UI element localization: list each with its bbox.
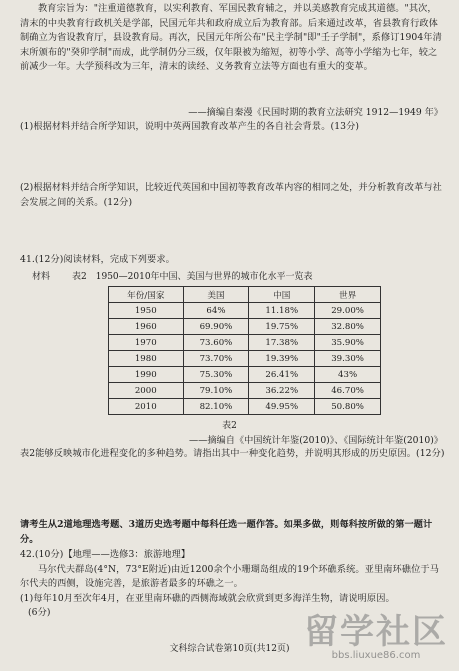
- table-cell: 73.60%: [183, 335, 249, 351]
- watermark-logo-text: 留学社区: [304, 612, 448, 652]
- question-40-2: (2)根据材料并结合所学知识，比较近代英国和中国初等教育改革内容的相同之处，并分析教育改革与社会发展之间的关系。(12分): [20, 182, 442, 208]
- table-row: [109, 399, 381, 415]
- table-cell: 2000: [109, 383, 184, 399]
- table-row: [109, 303, 381, 319]
- elective-notice: 请考生从2道地理选考题、3道历史选考题中每科任选一题作答。如果多做，则每科按所做的第一题计分。: [20, 519, 433, 545]
- table-cell: 43%: [315, 367, 381, 383]
- table-cell: 75.30%: [183, 367, 249, 383]
- table-cell: 73.70%: [183, 351, 249, 367]
- table-cell: 1980: [109, 351, 184, 367]
- table-title: 表2 1950—2010年中国、美国与世界的城市化水平一览表: [72, 272, 313, 282]
- table-cell: 64%: [183, 303, 249, 319]
- table-cell: 11.18%: [249, 303, 315, 319]
- table-cell: 1990: [109, 367, 184, 383]
- table-cell: 1970: [109, 335, 184, 351]
- material-label: 材料: [32, 272, 51, 282]
- table-cell: 46.70%: [315, 383, 381, 399]
- question-41-task: 表2能够反映城市化进程变化的多种趋势。请指出其中一种变化趋势，并说明其形成的历史原因。(12分): [20, 448, 445, 459]
- table-cell: 26.41%: [249, 367, 315, 383]
- table-header-cell: 世界: [315, 287, 381, 303]
- table-cell: 1950: [109, 303, 184, 319]
- table-cell: 35.90%: [315, 335, 381, 351]
- table-cell: 82.10%: [183, 399, 249, 415]
- table-caption: 表2: [222, 421, 237, 431]
- table-cell: 1960: [109, 319, 184, 335]
- table-row: [109, 383, 381, 399]
- table-row: [109, 335, 381, 351]
- question-42-part-1: (1)每年10月至次年4月，在亚里南环礁的西侧海域就会欣赏到更多海洋生物，请说明原因。: [20, 592, 395, 604]
- watermark: [301, 614, 451, 661]
- urbanization-table: [108, 286, 381, 415]
- table-cell: 49.95%: [249, 399, 315, 415]
- source-citation-1: ——摘编自秦漫《民国时期的教育立法研究 1912—1949 年》: [188, 107, 443, 118]
- table-header-cell: 美国: [183, 287, 249, 303]
- question-42-header: 42.(10分)【地理——选修3：旅游地理】: [20, 549, 191, 560]
- question-40-1: (1)根据材料并结合所学知识，说明中英两国教育改革产生的各自社会背景。(13分): [20, 121, 360, 132]
- table-cell: 50.80%: [315, 399, 381, 415]
- table-cell: 79.10%: [183, 383, 249, 399]
- table-cell: 17.38%: [249, 335, 315, 351]
- table-cell: 36.22%: [249, 383, 315, 399]
- source-citation-2: ——摘编自《中国统计年鉴(2010)》、《国际统计年鉴(2010)》: [188, 435, 443, 446]
- table-cell: 32.80%: [315, 319, 381, 335]
- question-42-material: 马尔代夫群岛(4°N，73°E附近)由近1200余个小珊瑚岛组成的19个环礁系统。亚里南环礁位于马尔代夫的西侧，设施完善，是旅游者最多的环礁之一。: [20, 563, 439, 590]
- table-cell: 39.30%: [315, 351, 381, 367]
- material-row: [32, 269, 335, 282]
- page-footer: 文科综合试卷第10页(共12页): [169, 644, 290, 654]
- question-41-header: 41.(12分)阅读材料，完成下列要求。: [20, 254, 175, 265]
- table-cell: 29.00%: [315, 303, 381, 319]
- table-cell: 2010: [109, 399, 184, 415]
- table-row: [109, 367, 381, 383]
- question-42-score: (6分): [28, 607, 51, 619]
- table-header-cell: 中国: [249, 287, 315, 303]
- table-cell: 19.75%: [249, 319, 315, 335]
- table-header-row: [109, 287, 381, 303]
- table-cell: 69.90%: [183, 319, 249, 335]
- table-row: [109, 351, 381, 367]
- question-42: [20, 548, 445, 621]
- table-row: [109, 319, 381, 335]
- table-cell: 19.39%: [249, 351, 315, 367]
- intro-paragraph: 教育宗旨为："注重道德教育，以实利教育、军国民教育辅之，并以美感教育完成其道德。"其次，清末的中央教育行政机关是学部，民国元年共和政府成立后为教育部。后来通过改革，省县教育行政体制确立为省设教育厅，县设教育局。再次，民国元年所公布"民主学制"即"壬子学制"，系修订1904年清末所颁布的"癸卯学制"而成，此学制仍分三级，仅年限被为缩短，初等小学、高等小学缩为七年，较之前减少一年。大学预科改为三年，清末的读经、义务教育立法等方面也有重大的变革。: [20, 3, 442, 73]
- watermark-url: bbs.liuxue86.com: [331, 650, 421, 661]
- table-header-cell: 年份/国家: [109, 287, 184, 303]
